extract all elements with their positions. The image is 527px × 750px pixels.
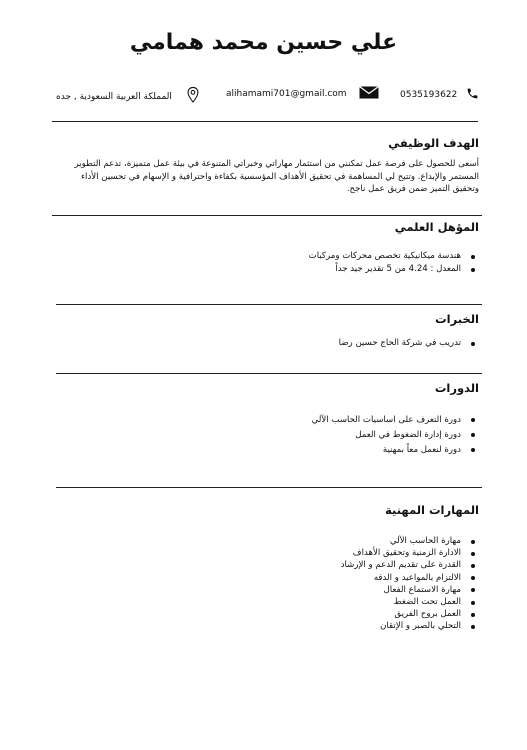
list-item: تدريب في شركة الحاج حسين رضا bbox=[338, 338, 461, 348]
education-title: المؤهل العلمي bbox=[394, 220, 479, 234]
resume-name: علي حسين محمد همامي bbox=[129, 30, 398, 55]
contact-phone bbox=[400, 86, 479, 104]
list-item: مهارة الاستماع الفعال bbox=[341, 584, 461, 596]
list-item: التحلي بالصبر و الإتقان bbox=[341, 620, 461, 632]
list-item: العمل تحت الضغط bbox=[341, 596, 461, 608]
list-item: دورة لنعمل معاً بمهنية bbox=[312, 443, 461, 458]
skills-list bbox=[341, 535, 477, 633]
phone-text: 0535193622 bbox=[400, 90, 458, 100]
divider bbox=[52, 121, 478, 122]
list-item: القدرة على تقديم الدعم و الإرشاد bbox=[340, 560, 461, 571]
email-text[interactable]: alihamami701@gmail.com bbox=[226, 89, 347, 99]
envelope-icon bbox=[359, 86, 379, 102]
courses-title: الدورات bbox=[434, 381, 479, 395]
phone-icon bbox=[466, 86, 479, 104]
list-item: مهارة الحاسب الآلي bbox=[341, 535, 461, 547]
skills-title: المهارات المهنية bbox=[385, 503, 479, 517]
divider bbox=[56, 487, 482, 488]
list-item: دورة التعرف على اساسيات الحاسب الآلي bbox=[312, 413, 461, 428]
experience-list bbox=[339, 337, 477, 350]
list-item: العمل بروح الفريق bbox=[341, 608, 461, 620]
divider bbox=[56, 373, 482, 374]
contact-email bbox=[226, 86, 379, 102]
list-item: الادارة الزمنية وتحقيق الأهداف bbox=[341, 547, 461, 559]
objective-text: أسعى للحصول على فرصة عمل تمكنني من استثمار مهاراتي وخبراتي المتنوعة في بيئة عمل متميزة، تدعم التطوير المستمر والإبداع. وتتيح لي المساهمة في تحقيق الأهداف المؤسسية بكفاءة واحترافية و الإسهام في تحسين الأداء وتحقيق التميز ضمن فريق عمل ناجح. bbox=[74, 159, 479, 194]
objective-title: الهدف الوظيفي bbox=[388, 136, 479, 150]
list-item: دورة إدارة الضغوط في العمل bbox=[312, 428, 461, 443]
courses-list bbox=[312, 413, 477, 458]
divider bbox=[52, 215, 482, 216]
map-pin-icon bbox=[186, 86, 200, 107]
list-item: المعدل : 4.24 من 5 تقدير جيد جداً bbox=[309, 263, 461, 276]
contact-location bbox=[56, 86, 200, 107]
list-item: هندسة ميكانيكية تخصص محركات ومركبات bbox=[308, 251, 461, 261]
location-text: المملكة العربية السعودية , جده bbox=[56, 91, 172, 102]
education-list bbox=[309, 250, 477, 276]
list-item: الالتزام بالمواعيد و الدقه bbox=[341, 572, 461, 584]
divider bbox=[56, 304, 482, 305]
experience-title: الخبرات bbox=[435, 312, 479, 326]
